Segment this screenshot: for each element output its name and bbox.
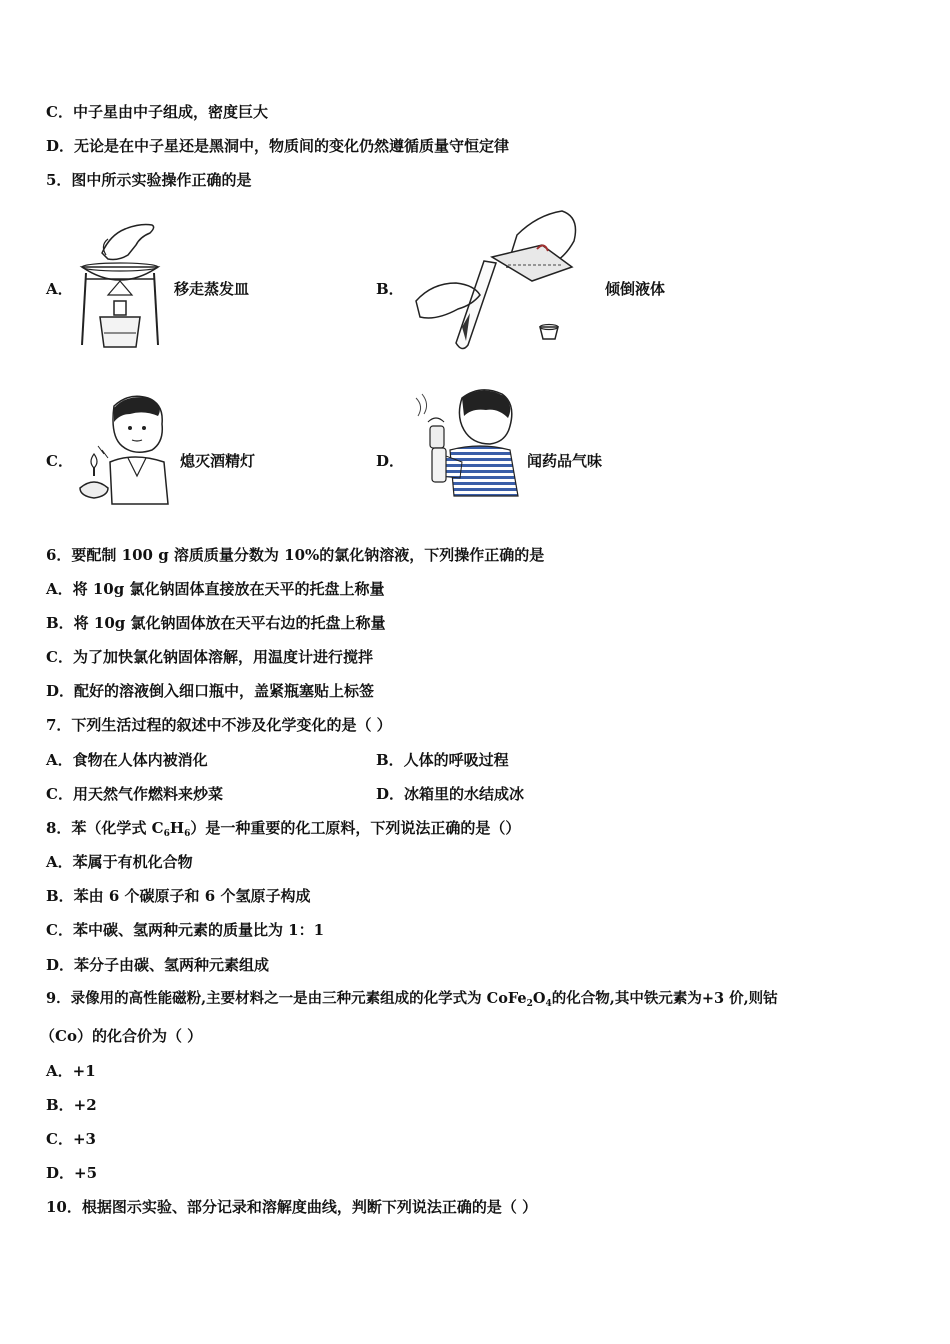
q9-option-b: B．+2 (46, 1096, 97, 1114)
q9-stem: 9．录像用的高性能磁粉,主要材料之一是由三种元素组成的化学式为 $CoFe_2O_4$的化合物,其中铁元素为+3 价,则钴 (46, 990, 778, 1009)
q6-option-a: A．将 10g 氯化钠固体直接放在天平的托盘上称量 (46, 580, 385, 598)
q5-option-a-caption: 移走蒸发皿 (174, 280, 250, 298)
q9-option-d: D．+5 (46, 1164, 98, 1182)
q6-option-d: D．配好的溶液倒入细口瓶中，盖紧瓶塞贴上标签 (46, 682, 375, 700)
q7-option-a: A．食物在人体内被消化 (46, 751, 208, 769)
q7-option-b: B．人体的呼吸过程 (376, 751, 509, 769)
q6-option-b: B．将 10g 氯化钠固体放在天平右边的托盘上称量 (46, 614, 386, 632)
q7-stem: 7．下列生活过程的叙述中不涉及化学变化的是（ ） (46, 716, 392, 734)
extinguish-alcohol-lamp-illustration (74, 392, 184, 507)
q6-option-c: C．为了加快氯化钠固体溶解，用温度计进行搅拌 (46, 648, 373, 666)
q8-option-b: B．苯由 6 个碳原子和 6 个氢原子构成 (46, 887, 311, 905)
q5-option-d-letter: D． (376, 452, 405, 470)
q8-option-d: D．苯分子由碳、氢两种元素组成 (46, 956, 270, 974)
q5-option-c-caption: 熄灭酒精灯 (180, 452, 256, 470)
q9-stem-line2: （Co）的化合价为（ ） (40, 1027, 203, 1045)
q9-option-c: C．+3 (46, 1130, 96, 1148)
q5-option-b-caption: 倾倒液体 (605, 280, 666, 298)
q7-option-c: C．用天然气作燃料来炒菜 (46, 785, 223, 803)
smell-chemicals-illustration (410, 386, 522, 498)
q8-option-a: A．苯属于有机化合物 (46, 853, 193, 871)
q5-option-c-letter: C． (46, 452, 73, 470)
q6-stem: 6．要配制 100 g 溶质质量分数为 10%的氯化钠溶液，下列操作正确的是 (46, 546, 545, 564)
q5-option-b-letter: B． (376, 280, 404, 298)
q5-option-a-letter: A． (46, 280, 73, 298)
q5-option-d-caption: 闻药品气味 (527, 452, 603, 470)
q4-option-d: D．无论是在中子星还是黑洞中，物质间的变化仍然遵循质量守恒定律 (46, 137, 510, 155)
q9-option-a: A．+1 (46, 1062, 96, 1080)
q10-stem: 10．根据图示实验、部分记录和溶解度曲线，判断下列说法正确的是（ ） (46, 1198, 538, 1216)
pouring-liquid-illustration (412, 205, 587, 353)
q8-stem: 8．苯（化学式 $C_6H_6$）是一种重要的化工原料，下列说法正确的是（） (46, 819, 521, 839)
q4-option-c: C．中子星由中子组成，密度巨大 (46, 103, 268, 121)
q7-option-d: D．冰箱里的水结成冰 (376, 785, 525, 803)
q8-option-c: C．苯中碳、氢两种元素的质量比为 1：1 (46, 921, 325, 939)
evaporating-dish-illustration (70, 215, 170, 355)
q5-stem: 5．图中所示实验操作正确的是 (46, 171, 252, 189)
